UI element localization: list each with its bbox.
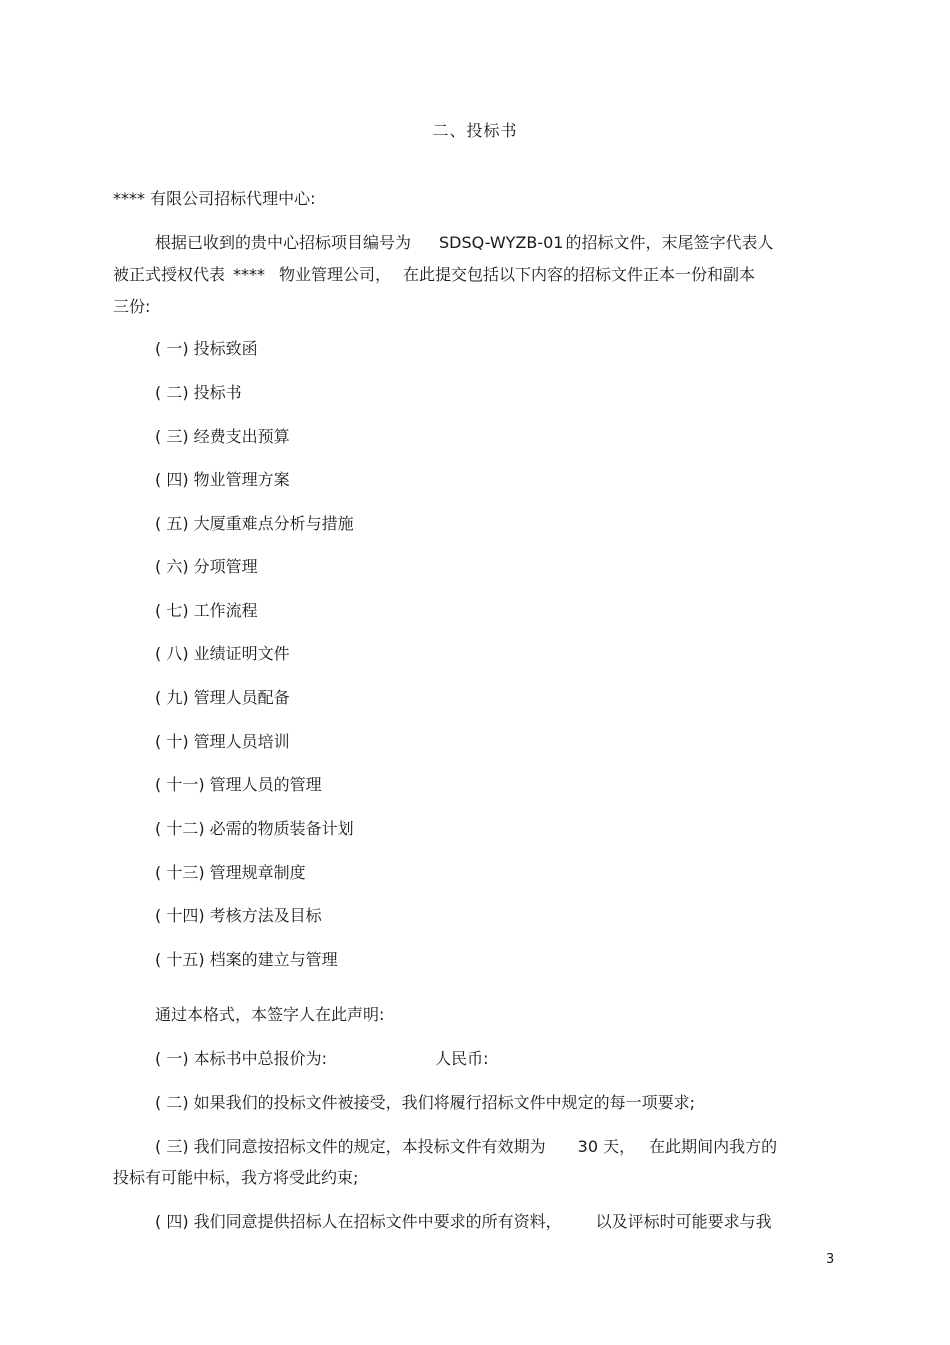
intro-text-b: 的招标文件，末尾签字代表人 <box>565 233 774 252</box>
contents-item: ( 十三) 管理规章制度 <box>155 863 306 882</box>
contents-item: ( 十四) 考核方法及目标 <box>155 906 322 925</box>
declaration-3-line-2: 投标有可能中标，我方将受此约束; <box>113 1168 359 1187</box>
page-number: 3 <box>826 1252 835 1267</box>
intro-text-c: 被正式授权代表 <box>113 265 226 284</box>
declaration-4-text-b: 以及评标时可能要求与我 <box>595 1212 772 1231</box>
intro-line-1 <box>155 230 774 253</box>
contents-item: ( 二) 投标书 <box>155 383 242 402</box>
declaration-4 <box>155 1209 772 1232</box>
intro-line-3: 三份: <box>113 297 151 316</box>
declaration-3 <box>155 1134 777 1157</box>
contents-item: ( 八) 业绩证明文件 <box>155 644 290 663</box>
validity-days: 30 天， <box>577 1137 636 1156</box>
declaration-1 <box>155 1046 488 1069</box>
contents-item: ( 十五) 档案的建立与管理 <box>155 950 338 969</box>
page-title: 二、投标书 <box>432 121 518 140</box>
contents-item: ( 七) 工作流程 <box>155 601 258 620</box>
contents-item: ( 十一) 管理人员的管理 <box>155 775 322 794</box>
intro-text-a: 根据已收到的贵中心招标项目编号为 <box>155 233 412 252</box>
contents-item: ( 四) 物业管理方案 <box>155 470 290 489</box>
contents-item: ( 三) 经费支出预算 <box>155 427 290 446</box>
declaration-intro: 通过本格式，本签字人在此声明: <box>155 1005 385 1024</box>
addressee-line: **** 有限公司招标代理中心: <box>113 189 316 208</box>
project-code: SDSQ-WYZB-01 <box>439 233 564 252</box>
contents-item: ( 一) 投标致函 <box>155 339 258 358</box>
contents-item: ( 九) 管理人员配备 <box>155 688 290 707</box>
intro-text-e: 在此提交包括以下内容的招标文件正本一份和副本 <box>403 265 756 284</box>
contents-item: ( 六) 分项管理 <box>155 557 258 576</box>
declaration-3-text-b: 在此期间内我方的 <box>649 1137 778 1156</box>
currency-label: 人民币: <box>435 1049 489 1068</box>
contents-item: ( 十) 管理人员培训 <box>155 732 290 751</box>
declaration-3-text-a: ( 三) 我们同意按招标文件的规定，本投标文件有效期为 <box>155 1137 546 1156</box>
declaration-2: ( 二) 如果我们的投标文件被接受，我们将履行招标文件中规定的每一项要求; <box>155 1093 696 1112</box>
declaration-1-text: ( 一) 本标书中总报价为: <box>155 1049 328 1068</box>
declaration-4-text-a: ( 四) 我们同意提供招标人在招标文件中要求的所有资料， <box>155 1212 562 1231</box>
contents-item: ( 五) 大厦重难点分析与措施 <box>155 514 354 533</box>
contents-item: ( 十二) 必需的物质装备计划 <box>155 819 354 838</box>
company-mask: **** <box>233 265 266 284</box>
intro-text-d: 物业管理公司， <box>279 265 392 284</box>
intro-line-2 <box>113 262 755 285</box>
